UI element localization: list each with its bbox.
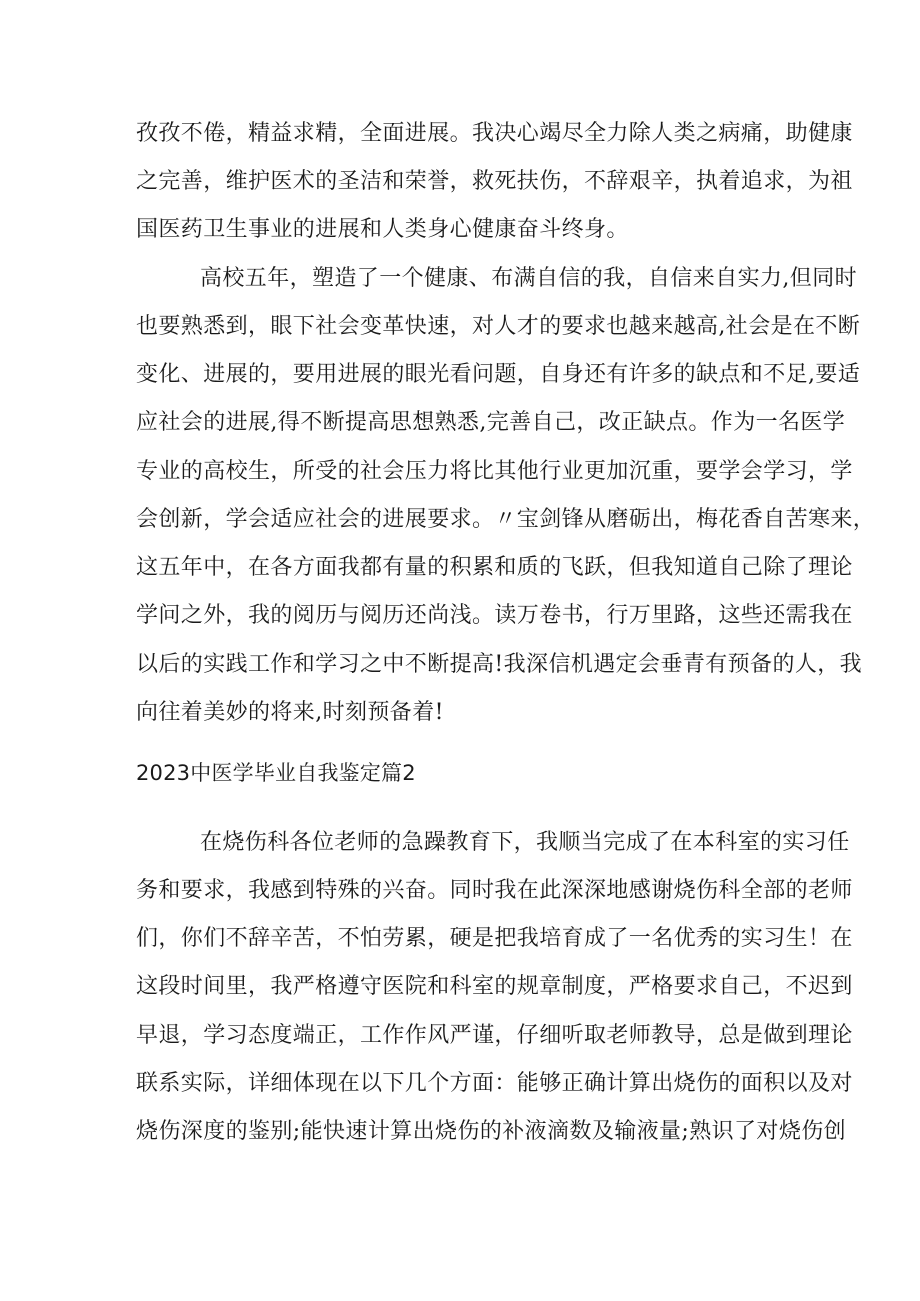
paragraph-line: 变化、进展的，要用进展的眼光看问题，自身还有许多的缺点和不足,要适 (136, 362, 861, 387)
paragraph-line: 在烧伤科各位老师的急躁教育下，我顺当完成了在本科室的实习任 (200, 830, 850, 855)
section-heading: 2023中医学毕业自我鉴定篇2 (136, 761, 416, 785)
paragraph-line: 这五年中，在各方面我都有量的积累和质的飞跃，但我知道自己除了理论 (136, 555, 853, 580)
paragraph-line: 烧伤深度的鉴别;能快速计算出烧伤的补液滴数及输液量;熟识了对烧伤创 (136, 1119, 847, 1144)
paragraph-line: 学问之外，我的阅历与阅历还尚浅。读万卷书，行万里路，这些还需我在 (136, 603, 853, 628)
paragraph-line: 向往着美妙的将来,时刻预备着! (136, 700, 444, 725)
paragraph-line: 这段时间里，我严格遵守医院和科室的规章制度，严格要求自己，不迟到 (136, 974, 853, 999)
paragraph-line: 应社会的进展,得不断提高思想熟悉,完善自己，改正缺点。作为一名医学 (136, 410, 846, 435)
paragraph-line: 联系实际，详细体现在以下几个方面：能够正确计算出烧伤的面积以及对 (136, 1071, 853, 1096)
paragraph-line: 之完善，维护医术的圣洁和荣誉，救死扶伤，不辞艰辛，执着追求，为祖 (136, 169, 853, 194)
paragraph-line: 专业的高校生，所受的社会压力将比其他行业更加沉重，要学会学习，学 (136, 459, 853, 484)
paragraph-line: 们，你们不辞辛苦，不怕劳累，硬是把我培育成了一名优秀的实习生！在 (136, 926, 853, 951)
paragraph-line: 高校五年，塑造了一个健康、布满自信的我，自信来自实力,但同时 (200, 266, 857, 291)
paragraph-line: 以后的实践工作和学习之中不断提高!我深信机遇定会垂青有预备的人，我 (136, 652, 863, 677)
paragraph-line: 早退，学习态度端正，工作作风严谨，仔细听取老师教导，总是做到理论 (136, 1023, 853, 1048)
paragraph-line: 会创新，学会适应社会的进展要求。〃宝剑锋从磨砺出，梅花香自苦寒来， (136, 507, 876, 532)
paragraph-line: 也要熟悉到，眼下社会变革快速，对人才的要求也越来越高,社会是在不断 (136, 314, 861, 339)
paragraph-line: 国医药卫生事业的进展和人类身心健康奋斗终身。 (136, 217, 629, 242)
paragraph-line: 孜孜不倦，精益求精，全面进展。我决心竭尽全力除人类之病痛，助健康 (136, 121, 853, 146)
paragraph-line: 务和要求，我感到特殊的兴奋。同时我在此深深地感谢烧伤科全部的老师 (136, 878, 853, 903)
